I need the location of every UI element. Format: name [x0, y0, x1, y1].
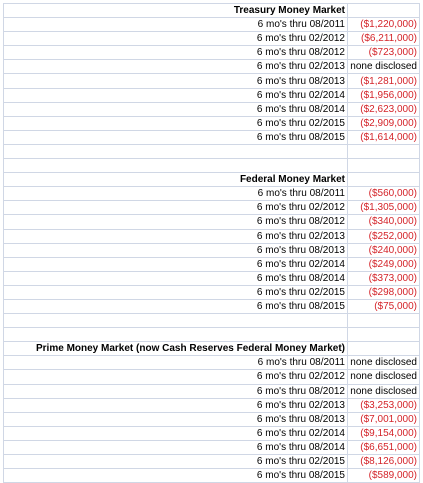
amount-cell[interactable]: ($1,614,000)	[348, 130, 420, 144]
table-row	[4, 201, 420, 215]
amount-cell[interactable]: ($75,000)	[348, 299, 420, 313]
amount-cell[interactable]: none disclosed	[348, 370, 420, 384]
table-row	[4, 412, 420, 426]
period-cell[interactable]: 6 mo's thru 08/2013	[4, 412, 348, 426]
table-row	[4, 257, 420, 271]
amount-cell[interactable]: none disclosed	[348, 60, 420, 74]
table-row	[4, 46, 420, 60]
amount-cell[interactable]: ($240,000)	[348, 243, 420, 257]
amount-cell[interactable]: ($2,623,000)	[348, 102, 420, 116]
table-row	[4, 88, 420, 102]
table-row	[4, 440, 420, 454]
period-cell[interactable]: 6 mo's thru 08/2015	[4, 299, 348, 313]
period-cell[interactable]: 6 mo's thru 02/2013	[4, 229, 348, 243]
amount-cell[interactable]: ($1,220,000)	[348, 18, 420, 32]
table-row	[4, 398, 420, 412]
amount-cell[interactable]: ($589,000)	[348, 469, 420, 483]
empty-cell[interactable]	[348, 4, 420, 18]
amount-cell[interactable]: ($298,000)	[348, 285, 420, 299]
empty-row	[4, 144, 420, 158]
amount-cell[interactable]: ($3,253,000)	[348, 398, 420, 412]
section-header-row	[4, 4, 420, 18]
table-row	[4, 271, 420, 285]
table-row	[4, 229, 420, 243]
empty-cell[interactable]	[4, 314, 348, 328]
table-row	[4, 74, 420, 88]
table-row	[4, 102, 420, 116]
table-row	[4, 116, 420, 130]
period-cell[interactable]: 6 mo's thru 08/2012	[4, 46, 348, 60]
table-row	[4, 299, 420, 313]
table-row	[4, 455, 420, 469]
amount-cell[interactable]: ($1,956,000)	[348, 88, 420, 102]
table-row	[4, 187, 420, 201]
amount-cell[interactable]: ($723,000)	[348, 46, 420, 60]
amount-cell[interactable]: ($8,126,000)	[348, 455, 420, 469]
amount-cell[interactable]: ($9,154,000)	[348, 426, 420, 440]
period-cell[interactable]: 6 mo's thru 08/2012	[4, 384, 348, 398]
period-cell[interactable]: 6 mo's thru 02/2014	[4, 257, 348, 271]
section-title-federal[interactable]: Federal Money Market	[4, 173, 348, 187]
amount-cell[interactable]: ($7,001,000)	[348, 412, 420, 426]
amount-cell[interactable]: ($560,000)	[348, 187, 420, 201]
table-row	[4, 215, 420, 229]
period-cell[interactable]: 6 mo's thru 08/2012	[4, 215, 348, 229]
period-cell[interactable]: 6 mo's thru 02/2015	[4, 116, 348, 130]
period-cell[interactable]: 6 mo's thru 08/2011	[4, 18, 348, 32]
table-row	[4, 356, 420, 370]
period-cell[interactable]: 6 mo's thru 08/2011	[4, 356, 348, 370]
empty-row	[4, 159, 420, 173]
empty-cell[interactable]	[348, 342, 420, 356]
amount-cell[interactable]: none disclosed	[348, 384, 420, 398]
empty-cell[interactable]	[348, 314, 420, 328]
table-row	[4, 60, 420, 74]
empty-cell[interactable]	[348, 328, 420, 342]
table-row	[4, 370, 420, 384]
period-cell[interactable]: 6 mo's thru 02/2012	[4, 32, 348, 46]
period-cell[interactable]: 6 mo's thru 02/2012	[4, 370, 348, 384]
period-cell[interactable]: 6 mo's thru 08/2015	[4, 130, 348, 144]
period-cell[interactable]: 6 mo's thru 02/2012	[4, 201, 348, 215]
period-cell[interactable]: 6 mo's thru 08/2015	[4, 469, 348, 483]
table-row	[4, 469, 420, 483]
section-title-prime[interactable]: Prime Money Market (now Cash Reserves Federal Money Market)	[4, 342, 348, 356]
amount-cell[interactable]: ($373,000)	[348, 271, 420, 285]
table-row	[4, 426, 420, 440]
period-cell[interactable]: 6 mo's thru 08/2014	[4, 271, 348, 285]
period-cell[interactable]: 6 mo's thru 02/2014	[4, 88, 348, 102]
empty-cell[interactable]	[348, 144, 420, 158]
amount-cell[interactable]: ($249,000)	[348, 257, 420, 271]
amount-cell[interactable]: ($252,000)	[348, 229, 420, 243]
table-row	[4, 384, 420, 398]
empty-cell[interactable]	[348, 159, 420, 173]
table-row	[4, 243, 420, 257]
period-cell[interactable]: 6 mo's thru 02/2014	[4, 426, 348, 440]
period-cell[interactable]: 6 mo's thru 08/2013	[4, 74, 348, 88]
amount-cell[interactable]: none disclosed	[348, 356, 420, 370]
period-cell[interactable]: 6 mo's thru 08/2014	[4, 102, 348, 116]
grid-body	[4, 4, 420, 483]
table-row	[4, 32, 420, 46]
amount-cell[interactable]: ($1,281,000)	[348, 74, 420, 88]
amount-cell[interactable]: ($2,909,000)	[348, 116, 420, 130]
section-header-row	[4, 342, 420, 356]
period-cell[interactable]: 6 mo's thru 02/2013	[4, 398, 348, 412]
spreadsheet-grid	[3, 3, 420, 483]
period-cell[interactable]: 6 mo's thru 02/2013	[4, 60, 348, 74]
table-row	[4, 130, 420, 144]
section-header-row	[4, 173, 420, 187]
empty-row	[4, 314, 420, 328]
amount-cell[interactable]: ($6,211,000)	[348, 32, 420, 46]
amount-cell[interactable]: ($6,651,000)	[348, 440, 420, 454]
empty-row	[4, 328, 420, 342]
period-cell[interactable]: 6 mo's thru 08/2014	[4, 440, 348, 454]
period-cell[interactable]: 6 mo's thru 08/2011	[4, 187, 348, 201]
empty-cell[interactable]	[348, 173, 420, 187]
empty-cell[interactable]	[4, 328, 348, 342]
table-row	[4, 285, 420, 299]
empty-cell[interactable]	[4, 159, 348, 173]
section-title-treasury[interactable]: Treasury Money Market	[4, 4, 348, 18]
amount-cell[interactable]: ($340,000)	[348, 215, 420, 229]
period-cell[interactable]: 6 mo's thru 02/2015	[4, 455, 348, 469]
amount-cell[interactable]: ($1,305,000)	[348, 201, 420, 215]
period-cell[interactable]: 6 mo's thru 08/2013	[4, 243, 348, 257]
period-cell[interactable]: 6 mo's thru 02/2015	[4, 285, 348, 299]
empty-cell[interactable]	[4, 144, 348, 158]
table-row	[4, 18, 420, 32]
